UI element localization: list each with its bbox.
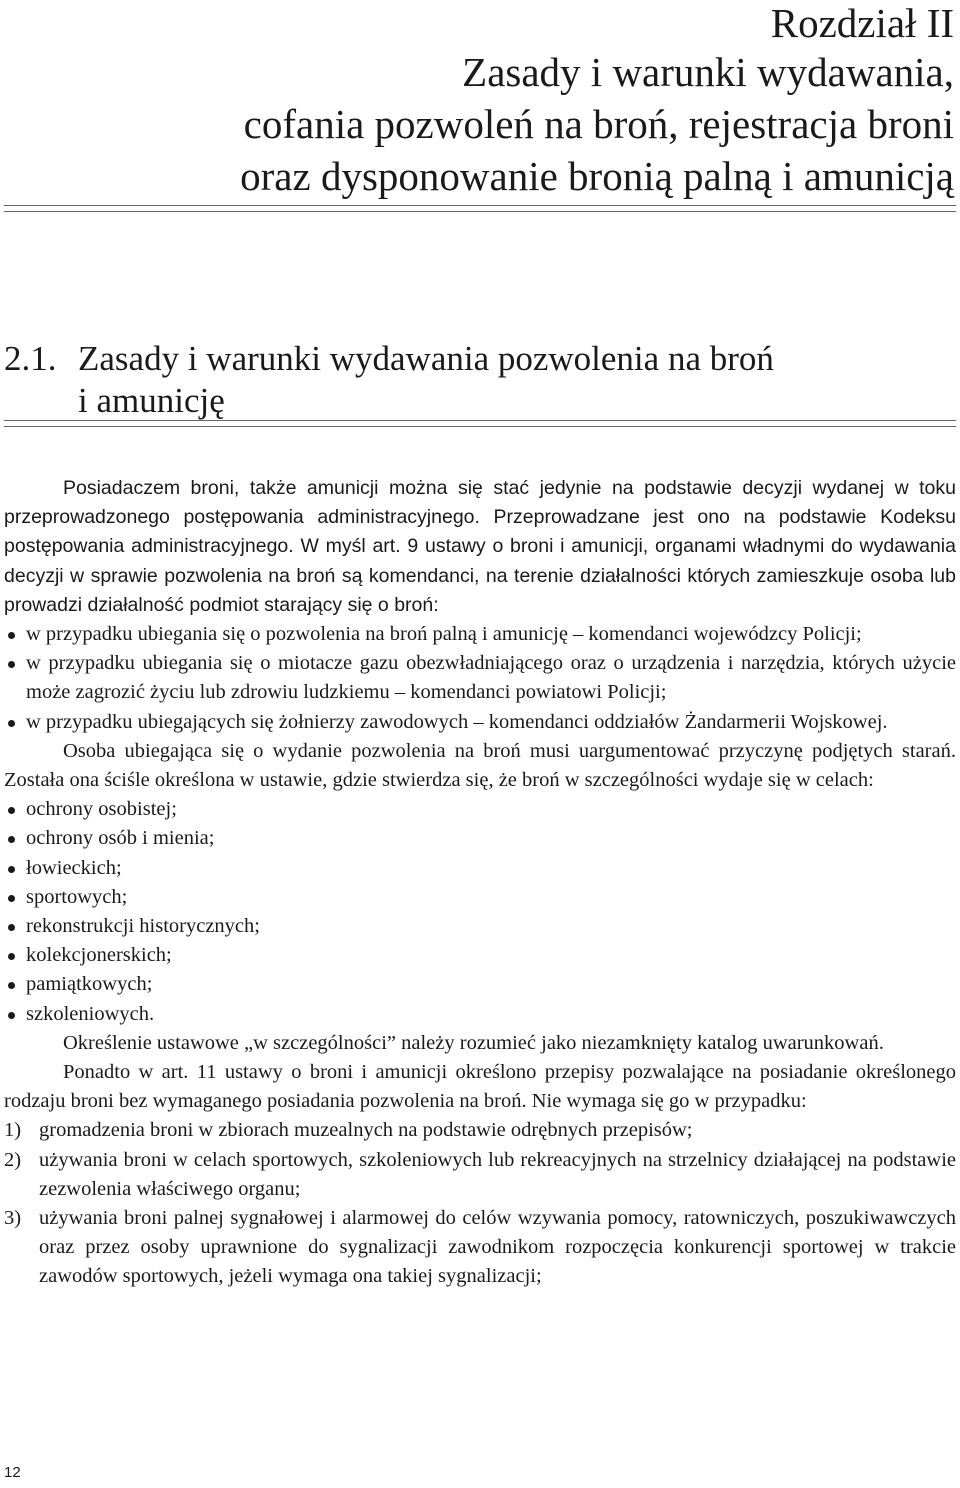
list-item-number: 3) (4, 1207, 22, 1230)
list-item-text: w przypadku ubiegania się o pozwolenia na broń palną i amunicję – komendanci wojewódzcy Policji; (26, 623, 862, 646)
chapter-title-line-3: oraz dysponowanie bronią palną i amunicją (240, 153, 954, 199)
list-item (4, 1146, 956, 1204)
purposes-list (4, 795, 956, 1029)
bullet-icon (8, 1012, 15, 1019)
list-item (4, 1204, 956, 1292)
chapter-title-line-1: Zasady i warunki wydawania, (462, 49, 954, 95)
list-item-text: używania broni w celach sportowych, szkoleniowych lub rekreacyjnych na strzelnicy działającej na podstawie zezwolenia właściwego organu; (39, 1148, 956, 1200)
chapter-divider (4, 205, 956, 212)
page-number: 12 (4, 1464, 21, 1481)
authorities-list (4, 620, 956, 737)
bullet-icon (8, 836, 15, 843)
bullet-icon (8, 953, 15, 960)
list-item-text: w przypadku ubiegających się żołnierzy zawodowych – komendanci oddziałów Żandarmerii Wojskowej. (26, 710, 888, 733)
list-item-text: pamiątkowych; (26, 973, 153, 996)
list-item (4, 620, 956, 649)
list-item (4, 883, 956, 912)
list-item-text: ochrony osobistej; (26, 798, 177, 821)
exceptions-list (4, 1116, 956, 1291)
list-item-text: ochrony osób i mienia; (26, 827, 215, 850)
list-item (4, 708, 956, 737)
paragraph-purpose: Osoba ubiegająca się o wydanie pozwolenia na broń musi uargumentować przyczynę podjętych starań. Została ona ściśle określona w ustawie, gdzie stwierdza się, że broń w szczególności wydaje się w celach: (4, 739, 956, 792)
list-item-text: sportowych; (26, 885, 128, 908)
list-item-text: gromadzenia broni w zbiorach muzealnych na podstawie odrębnych przepisów; (39, 1119, 693, 1142)
section-divider (4, 420, 956, 427)
list-item (4, 649, 956, 707)
paragraph-definition: Określenie ustawowe „w szczególności” należy rozumieć jako niezamknięty katalog uwarunkowań. (63, 1031, 884, 1054)
list-item-text: łowieckich; (26, 856, 122, 879)
list-item (4, 824, 956, 853)
list-item-text: używania broni palnej sygnałowej i alarmowej do celów wzywania pomocy, ratowniczych, poszukiwawczych oraz przez osoby uprawnione do sygnalizacji zawodnikom rozpoczęcia konkurencji sportowej w trakcie zawodów sportowych, jeżeli wymaga ona takiej sygnalizacji; (39, 1207, 956, 1288)
list-item (4, 970, 956, 999)
bullet-icon (8, 982, 15, 989)
chapter-header (240, 0, 954, 202)
body-text (4, 474, 956, 1292)
chapter-title-line-2: cofania pozwoleń na broń, rejestracja broni (243, 101, 954, 147)
list-item-number: 2) (4, 1148, 22, 1171)
list-item (4, 795, 956, 824)
list-item-text: rekonstrukcji historycznych; (26, 915, 260, 938)
list-item (4, 854, 956, 883)
bullet-icon (8, 720, 15, 727)
chapter-label: Rozdział II (770, 0, 954, 46)
list-item-text: w przypadku ubiegania się o miotacze gazu obezwładniającego oraz o urządzenia i narzędzia, których użycie może zagrozić życiu lub zdrowiu ludzkiemu – komendanci powiatowi Policji; (26, 652, 956, 704)
list-item (4, 1116, 956, 1145)
bullet-icon (8, 895, 15, 902)
section-title-line-1: Zasady i warunki wydawania pozwolenia na broń (78, 339, 774, 378)
paragraph-exceptions: Ponadto w art. 11 ustawy o broni i amunicji określono przepisy pozwalające na posiadanie określonego rodzaju broni bez wymaganego posiadania pozwolenia na broń. Nie wymaga się go w przypadku: (4, 1061, 956, 1113)
list-item-text: szkoleniowych. (26, 1002, 155, 1025)
list-item (4, 912, 956, 941)
paragraph-intro: Posiadaczem broni, także amunicji można się stać jedynie na podstawie decyzji wydanej w toku przeprowadzonego postępowania administracyjnego. Przeprowadzane jest ono na podstawie Kodeksu postępowania administracyjnego. W myśl art. 9 ustawy o broni i amunicji, organami władnymi do wydawania decyzji w sprawie pozwolenia na broń są komendanci, na terenie działalności których zamieszkuje osoba lub prowadzi działalność podmiot starający się o broń: (4, 477, 956, 616)
section-title-line-2: i amunicję (78, 381, 225, 420)
bullet-icon (8, 924, 15, 931)
section-heading (4, 338, 774, 422)
bullet-icon (8, 807, 15, 814)
bullet-icon (8, 661, 15, 668)
list-item (4, 941, 956, 970)
bullet-icon (8, 632, 15, 639)
bullet-icon (8, 866, 15, 873)
list-item (4, 1000, 956, 1029)
section-number: 2.1. (4, 339, 57, 378)
list-item-text: kolekcjonerskich; (26, 944, 172, 967)
list-item-number: 1) (4, 1119, 22, 1142)
